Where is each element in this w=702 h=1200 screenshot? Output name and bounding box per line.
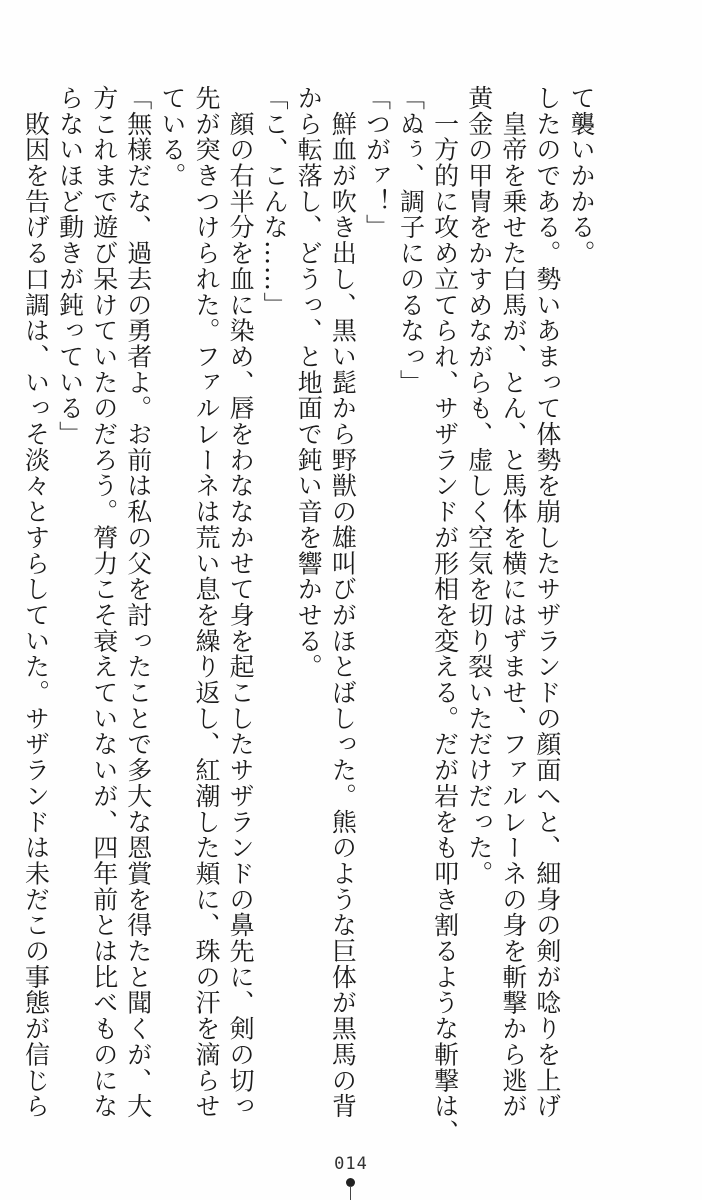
text-line: 黄金の甲冑をかすめながらも、虚しく空気を切り裂いただけだった。 bbox=[464, 85, 494, 887]
text-line: 「無様だな、過去の勇者よ。お前は私の父を討ったことで多大な恩賞を得たと聞くが、大 bbox=[123, 85, 153, 1119]
binding-stem bbox=[350, 1186, 351, 1200]
text-line: て襲いかかる。 bbox=[567, 85, 596, 266]
text-line: 「つがァ！」 bbox=[362, 85, 392, 241]
text-line: から転落し、どうっ、と地面で鈍い音を響かせる。 bbox=[294, 85, 324, 680]
vertical-text-body bbox=[18, 85, 598, 1145]
text-line: 方これまで遊び呆けていたのだろう。膂力こそ衰えていないが、四年前とは比べものにな bbox=[89, 85, 119, 1119]
text-line: 一方的に攻め立てられ、サザランドが形相を変える。だが岩をも叩き割るような斬撃は、 bbox=[430, 85, 460, 1145]
text-line: 鮮血が吹き出し、黒い髭から野獣の雄叫びがほとばしった。熊のような巨体が黒馬の背 bbox=[328, 85, 358, 1119]
text-line: 「ぬぅ、調子にのるなっ」 bbox=[396, 85, 426, 396]
text-line: ている。 bbox=[157, 85, 187, 189]
text-line: 敗因を告げる口調は、いっそ淡々とすらしていた。サザランドは未だこの事態が信じら bbox=[21, 85, 51, 1119]
page-number: 014 bbox=[334, 1154, 368, 1174]
text-line: 「こ、こんな……」 bbox=[260, 85, 290, 318]
text-line: らないほど動きが鈍っている」 bbox=[55, 85, 85, 447]
text-line: したのである。勢いあまって体勢を崩したサザランドの顔面へと、細身の剣が唸りを上げ bbox=[532, 85, 562, 1119]
text-line: 先が突きつけられた。ファルレーネは荒い息を繰り返し、紅潮した頬に、珠の汗を滴らせ bbox=[191, 85, 221, 1119]
text-line: 皇帝を乗せた白馬が、とん、と馬体を横にはずませ、ファルレーネの身を斬撃から逃が bbox=[498, 85, 528, 1119]
text-line: 顔の右半分を血に染め、唇をわななかせて身を起こしたサザランドの鼻先に、剣の切っ bbox=[226, 85, 256, 1119]
